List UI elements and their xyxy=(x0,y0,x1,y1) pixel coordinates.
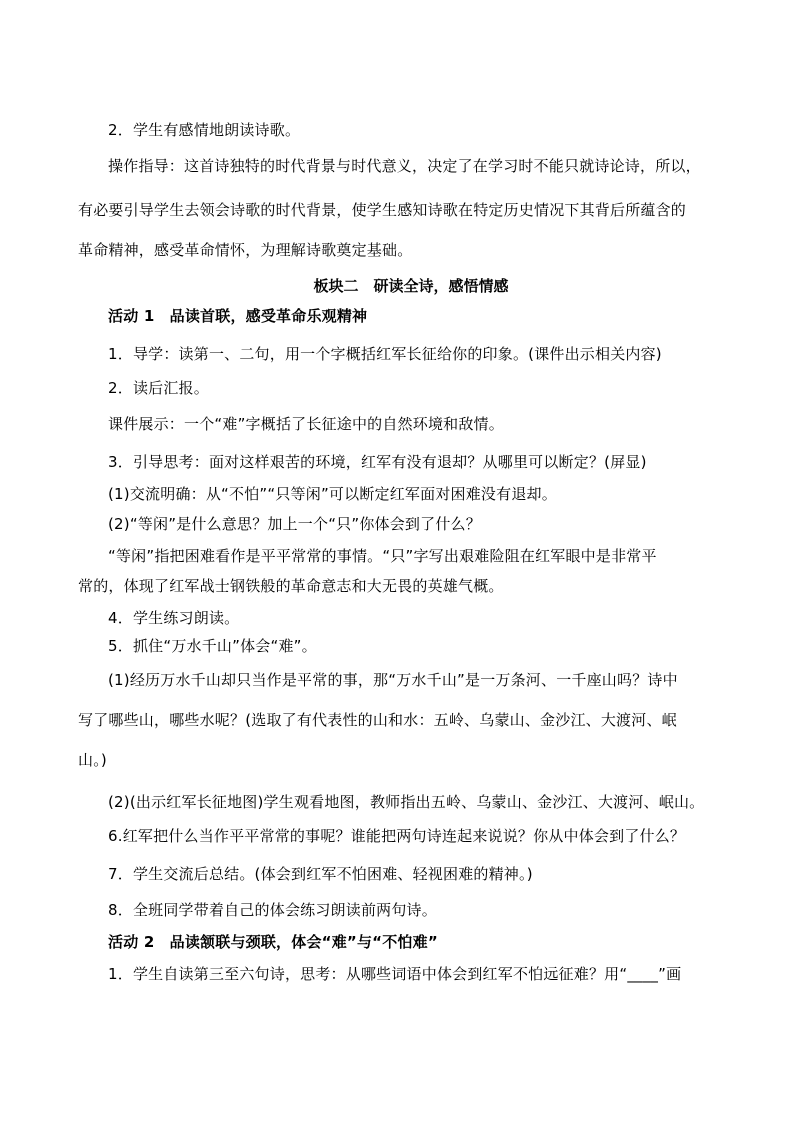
text-line: 课件展示：一个“难”字概括了长征途中的自然环境和敌情。 xyxy=(108,415,504,433)
text-line: 写了哪些山，哪些水呢？(选取了有代表性的山和水：五岭、乌蒙山、金沙江、大渡河、岷 xyxy=(78,711,677,729)
text-line: 操作指导：这首诗独特的时代背景与时代意义，决定了在学习时不能只就诗论诗，所以， xyxy=(108,157,701,175)
text-line: “等闲”指把困难看作是平平常常的事情。“只”字写出艰难险阻在红军眼中是非常平 xyxy=(108,547,657,565)
section-title: 板块二 研读全诗，感悟情感 xyxy=(313,277,509,295)
text-line: 常的，体现了红军战士钢铁般的革命意志和大无畏的英雄气概。 xyxy=(78,577,504,595)
text-line: (1)交流明确：从“不怕”“只等闲”可以断定红军面对困难没有退却。 xyxy=(108,485,557,503)
text-line: 6.红军把什么当作平平常常的事呢？谁能把两句诗连起来说说？你从中体会到了什么？ xyxy=(108,827,686,845)
text-line: 3．引导思考：面对这样艰苦的环境，红军有没有退却？从哪里可以断定？(屏显) xyxy=(108,453,647,471)
text-line: 5．抓住“万水千山”体会“难”。 xyxy=(108,637,317,655)
text-line: (2)“等闲”是什么意思？加上一个“只”你体会到了什么？ xyxy=(108,515,481,533)
text-line: 革命精神，感受革命情怀，为理解诗歌奠定基础。 xyxy=(78,241,413,259)
activity-heading: 活动 2 品读颔联与颈联，体会“难”与“不怕难” xyxy=(108,933,438,951)
text-line: 2．学生有感情地朗读诗歌。 xyxy=(108,121,301,139)
text-line: (2)(出示红军长征地图)学生观看地图，教师指出五岭、乌蒙山、金沙江、大渡河、岷山。 xyxy=(108,793,705,811)
text-line: 1．导学：读第一、二句，用一个字概括红军长征给你的印象。(课件出示相关内容) xyxy=(108,345,662,363)
text-line: 2．读后汇报。 xyxy=(108,379,209,397)
activity-heading: 活动 1 品读首联，感受革命乐观精神 xyxy=(108,307,368,325)
text-line: 有必要引导学生去领会诗歌的时代背景，使学生感知诗歌在特定历史情况下其背后所蕴含的 xyxy=(78,201,687,219)
text-line: 1．学生自读第三至六句诗，思考：从哪些词语中体会到红军不怕远征难？用“____”画 xyxy=(108,965,682,983)
text-line: 4．学生练习朗读。 xyxy=(108,609,240,627)
text-line: 山。) xyxy=(78,751,107,769)
text-line: 8．全班同学带着自己的体会练习朗读前两句诗。 xyxy=(108,901,437,919)
text-line: 7．学生交流后总结。(体会到红军不怕困难、轻视困难的精神。) xyxy=(108,865,533,883)
text-line: (1)经历万水千山却只当作是平常的事，那“万水千山”是一万条河、一千座山吗？诗中 xyxy=(108,671,678,689)
